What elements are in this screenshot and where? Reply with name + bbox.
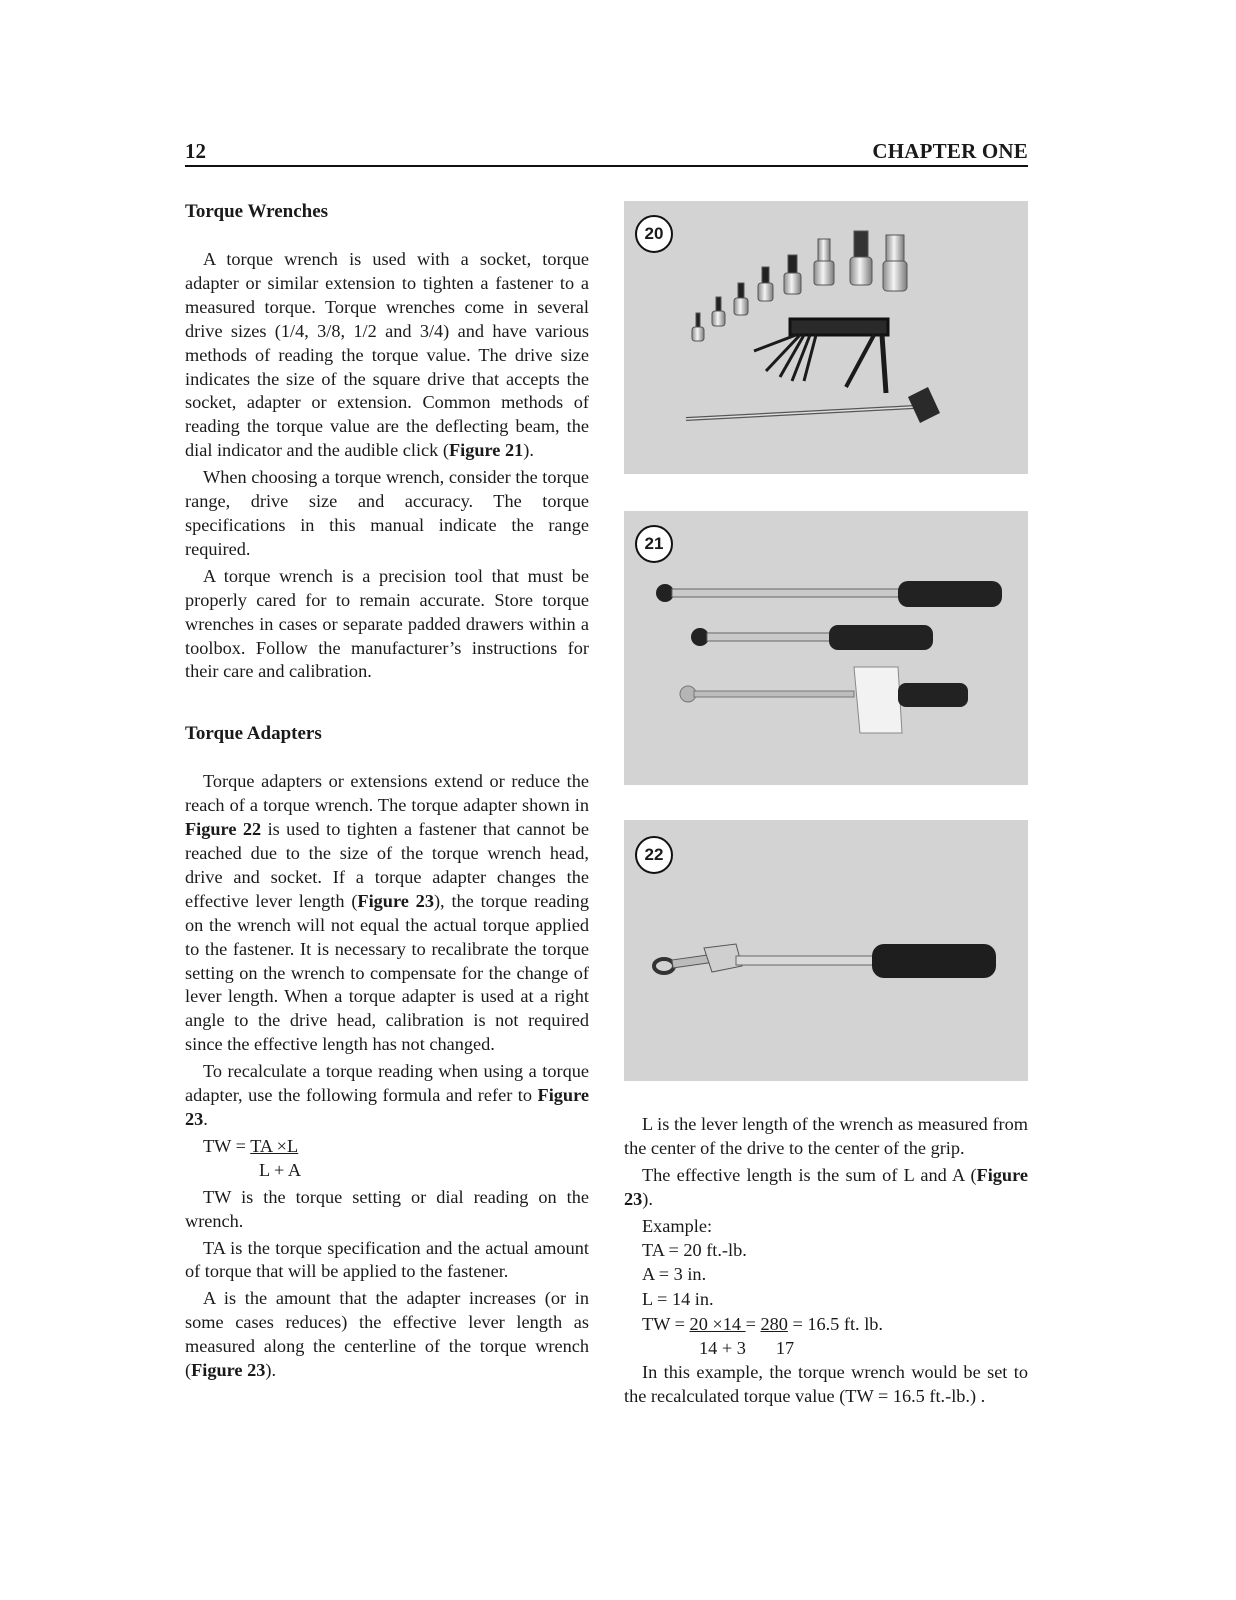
paragraph: A is the amount that the adapter increases (or in some cases reduces) the effective lever length as measured along the centerline of the torque wrench (Figure 23). — [185, 1288, 589, 1381]
figure-22-photo — [624, 820, 1028, 1081]
torque-adapter-illustration — [624, 820, 1028, 1081]
figure-ref: Figure 23 — [191, 1360, 266, 1381]
torque-wrenches-illustration — [624, 511, 1028, 785]
example-denominators: 14 + 3 17 — [699, 1338, 795, 1359]
torque-wrench-with-adapter — [654, 944, 996, 978]
click-torque-wrench-small — [691, 625, 933, 650]
figure-ref: Figure 23 — [624, 1164, 1028, 1209]
figure-20-photo — [624, 201, 1028, 474]
figure-number-badge: 20 — [635, 215, 673, 253]
paragraph: L is the lever length of the wrench as measured from the center of the drive to the center of the grip. — [624, 1114, 1028, 1158]
paragraph: When choosing a torque wrench, consider the torque range, drive size and accuracy. The torque specifications in this manual indicate the range required. — [185, 467, 589, 559]
chapter-title: CHAPTER ONE — [872, 139, 1028, 163]
paragraph: TW is the torque setting or dial reading on the wrench. — [185, 1186, 589, 1231]
heading-torque-wrenches: Torque Wrenches — [185, 201, 329, 222]
page-header — [185, 139, 1028, 167]
page-number: 12 — [185, 139, 206, 163]
paragraph: In this example, the torque wrench would be set to the recalculated torque value (TW = 16.5 ft.-lb.) . — [624, 1362, 1028, 1406]
figure-number-badge: 21 — [635, 525, 673, 563]
paragraph: Torque adapters or extensions extend or reduce the reach of a torque wrench. The torque adapter shown in Figure 22 is used to tighten a fastener that cannot be reached due to the size of the torque wrench head, drive and socket. If a torque adapter changes the effective lever length (Figure 23), the torque reading on the wrench will not equal the actual torque applied to the fastener. It is necessary to recalibrate the torque setting on the wrench to compensate for the change of lever length. When a torque adapter is used at a right angle to the drive head, calibration is not required since the effective length has not changed. — [185, 771, 589, 1055]
example-formula: TW = 20 ×14 = 280 = 16.5 ft. lb. — [642, 1314, 883, 1335]
figure-number-badge: 22 — [635, 836, 673, 874]
hex-bit-tools-illustration — [624, 201, 1028, 474]
formula: TW = TA ×L L + A — [185, 1135, 589, 1183]
folding-hex-key-set — [754, 319, 888, 393]
beam-torque-wrench — [680, 667, 968, 733]
paragraph: A torque wrench is a precision tool that must be properly cared for to remain accurate. Store torque wrenches in cases or separate padded drawers within a toolbox. Follow the manufacturer’s instructions for their care and calibration. — [185, 565, 589, 682]
figure-ref: Figure 23 — [185, 1085, 589, 1129]
formula-denominator: L + A — [259, 1159, 302, 1180]
right-column — [624, 1113, 1028, 1409]
paragraph: TA is the torque specification and the actual amount of torque that will be applied to the fastener. — [185, 1237, 589, 1282]
example-l: L = 14 in. — [642, 1289, 714, 1310]
t-handle-hex-driver — [686, 387, 940, 423]
left-column — [185, 200, 589, 1383]
example-label: Example: — [642, 1215, 713, 1236]
paragraph: To recalculate a torque reading when using a torque adapter, use the following formula and refer to Figure 23. — [185, 1061, 589, 1129]
heading-torque-adapters: Torque Adapters — [185, 723, 322, 745]
click-torque-wrench-large — [656, 581, 1002, 607]
example-ta: TA = 20 ft.-lb. — [642, 1239, 747, 1260]
figure-ref: Figure 23 — [357, 890, 434, 911]
paragraph: A torque wrench is used with a socket, torque adapter or similar extension to tighten a fastener to a measured torque. Torque wrenches come in several drive sizes (1/4, 3/8, 1/2 and 3/4) and have various methods of reading the torque value. The drive size indicates the size of the square drive that accepts the socket, adapter or extension. Common methods of reading the torque value are the deflecting beam, the dial indicator and the audible click (Figure 21). — [185, 249, 589, 461]
example-a: A = 3 in. — [642, 1264, 707, 1285]
figure-ref: Figure 21 — [448, 440, 524, 461]
figure-21-photo — [624, 511, 1028, 785]
figure-ref: Figure 22 — [185, 819, 262, 840]
paragraph: The effective length is the sum of L and A (Figure 23). — [624, 1164, 1028, 1209]
formula-numerator: TA ×L — [250, 1135, 299, 1156]
